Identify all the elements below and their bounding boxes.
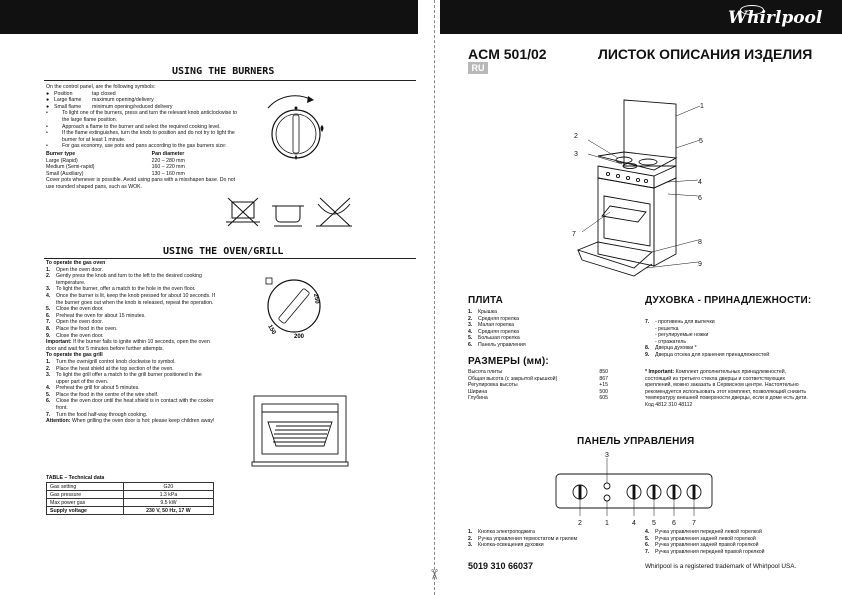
item-text: Большая горелка (478, 335, 520, 342)
item-text: Малая горелка (478, 322, 514, 329)
item-number: 6. (468, 341, 473, 348)
step-text: To light the grill offer a match to the grill burner positioned in the upper part of the oven. (56, 372, 202, 385)
pan-head: Pan diameter (151, 150, 185, 157)
step-text: Turn the oven/grill control knob clockwise to symbol. (56, 358, 176, 365)
step-item (46, 392, 216, 399)
item-text: Ручка управления передней левой горелкой (655, 529, 762, 535)
pan-head: Burner type (46, 150, 76, 157)
dimension-value: 500 (599, 388, 608, 395)
dimension-value: 867 (599, 375, 608, 382)
step-item (46, 319, 216, 326)
dimension-value: 850 (599, 369, 608, 375)
step-item (46, 326, 216, 333)
oven-knob-illustration (258, 270, 330, 342)
hob-item (468, 335, 618, 342)
symbol-desc: tap closed (92, 90, 116, 97)
grill-head: To operate the gas grill (46, 352, 103, 359)
pan-cell: Medium (Semi-rapid) (46, 164, 95, 171)
callout-label: 4 (698, 179, 702, 186)
step-item (46, 273, 216, 286)
pan-cell: Large (Rapid) (46, 157, 78, 164)
item-text: - противень для выпечки (655, 319, 715, 325)
panel-callout: 5 (652, 520, 656, 527)
item-number: 8. (645, 345, 650, 352)
dimension-label: Глубина (468, 395, 488, 402)
tech-cell: Max power gas (47, 499, 124, 507)
bullet-text: Approach a flame to the burner and select the required cooking level. (62, 123, 221, 130)
hob-item (468, 322, 618, 329)
accessory-item (645, 326, 815, 333)
dimension-row (468, 395, 608, 402)
bullet-icon: • (46, 123, 48, 130)
accessory-item (645, 339, 815, 346)
panel-legend-left (468, 529, 638, 549)
item-number: 1. (468, 529, 473, 535)
document-code: 5019 310 66037 (468, 561, 534, 571)
legend-item (468, 536, 638, 543)
step-number: 1. (46, 358, 51, 365)
symbol-row (46, 91, 241, 98)
symbol-row (46, 104, 241, 111)
divider (44, 80, 416, 81)
step-number: 5. (46, 306, 51, 313)
step-item (46, 366, 216, 373)
knob-temp-label: 150 (266, 324, 277, 336)
step-text: Gently press the knob and turn to the left to the desired cooking temperature. (56, 273, 202, 286)
hob-title: ПЛИТА (468, 295, 504, 306)
hob-item (468, 309, 618, 316)
dimension-label: Общая высота (с закрытой крышкой) (468, 375, 558, 382)
item-number: 3. (468, 542, 473, 549)
symbol-desc: maximum opening/delivery (92, 97, 154, 104)
important-ru: * Important: Комплект дополнительных принадлежностей, состоящий из третьего стекла дверцы и соответствующих креплений, можно заказать в Сервисном центре. Настоятельно рекомендуется использовать этот комплект, позволяющий снизить температуру внешней поверхности дверцы, если в доме есть дети. Код 4812 310 48112 (645, 369, 808, 408)
item-number: 7. (645, 548, 650, 555)
pan-cell: 220 – 280 mm (151, 157, 185, 164)
symbol-name: Position (54, 90, 73, 97)
item-number: 6. (645, 542, 650, 549)
step-text: Place the food in the oven. (56, 325, 118, 332)
step-item (46, 333, 216, 340)
step-item (46, 267, 216, 274)
item-number: 4. (645, 529, 650, 535)
tech-table (46, 482, 214, 515)
step-item (46, 313, 216, 320)
top-bar-left (0, 0, 418, 34)
bullet-item (46, 143, 241, 150)
pots-illustration (224, 192, 354, 232)
tech-cell: Gas pressure (47, 491, 124, 499)
step-number: 2. (46, 365, 51, 372)
bullet-item (46, 124, 241, 131)
step-item (46, 306, 216, 313)
tech-cell: G20 (123, 483, 213, 491)
panel-callout: 2 (578, 520, 582, 527)
accessory-item (645, 345, 815, 352)
item-number: 3. (468, 322, 473, 329)
step-item (46, 385, 216, 392)
item-number: 2. (468, 535, 473, 542)
panel-callout: 3 (605, 452, 609, 459)
language-badge: RU (468, 62, 488, 74)
panel-callout: 1 (605, 520, 609, 527)
panel-callout: 4 (632, 520, 636, 527)
dimensions-title: РАЗМЕРЫ (мм): (468, 356, 549, 367)
callout-label: 2 (574, 133, 578, 140)
step-text: Once the burner is lit, keep the knob pressed for about 10 seconds. If the burner goes out when the knob is released, repeat the operation. (56, 292, 215, 306)
callout-label: 5 (699, 138, 703, 145)
item-text: Ручка управления передней правой горелкой (655, 548, 765, 555)
step-number: 2. (46, 273, 51, 280)
step-number: 6. (46, 398, 51, 405)
step-item (46, 286, 216, 293)
hob-list (468, 309, 618, 349)
dimension-label: Регулировка высоты (468, 382, 518, 389)
step-text: Place the food in the centre of the wire shelf. (56, 391, 159, 398)
item-text: Ручка управления задней левой горелкой (655, 535, 756, 542)
callout-label: 9 (698, 261, 702, 268)
step-number: 3. (46, 286, 51, 293)
burners-text (46, 84, 241, 191)
item-text: Ручка управления задней правой горелкой (655, 542, 759, 549)
step-number: 5. (46, 391, 51, 398)
grill-steps (46, 359, 216, 418)
legend-item (645, 542, 817, 549)
attention-note: Attention: When grilling the oven door is hot: please keep children away! (46, 418, 215, 425)
step-item (46, 412, 216, 419)
dimension-row (468, 376, 608, 383)
tech-cell: Gas setting (47, 483, 124, 491)
knob-temp-label: 200 (294, 334, 305, 340)
item-text: Крышка (478, 309, 498, 315)
tech-cell: 230 V, 50 Hz, 17 W (123, 507, 213, 515)
oven-accessories-list (645, 319, 815, 359)
item-text: - решетка (655, 325, 679, 332)
callout-label: 3 (574, 151, 578, 158)
callout-label: 8 (698, 239, 702, 246)
bullet-item (46, 130, 241, 143)
dimension-row (468, 389, 608, 396)
legend-item (468, 542, 638, 549)
item-number: 4. (468, 328, 473, 335)
accessory-item (645, 319, 815, 326)
flame-icon: ● (46, 97, 50, 104)
callout-label: 1 (700, 103, 704, 110)
accessory-item (645, 352, 815, 359)
symbol-name: Large flame (54, 97, 82, 104)
hob-item (468, 329, 618, 336)
step-text: Preheat the grill for about 5 minutes. (56, 385, 140, 392)
legend-item (468, 529, 638, 536)
tech-cell: 1.3 kPa (123, 491, 213, 499)
item-text: Кнопка-освещения духовки (478, 542, 544, 549)
item-number: 1. (468, 309, 473, 315)
control-panel-illustration (552, 450, 720, 528)
flame-icon: ● (46, 90, 50, 97)
pan-table (46, 151, 224, 177)
panel-title: ПАНЕЛЬ УПРАВЛЕНИЯ (577, 436, 695, 447)
important-note: Important: If the burner fails to ignite within 10 seconds, open the oven door and wait for 5 minutes before further attempts. (46, 339, 210, 352)
item-number: 7. (645, 319, 650, 325)
bullet-text: For gas economy, use pots and pans according to the gas burners size: (62, 143, 227, 150)
model-number: ACM 501/02 (468, 46, 547, 62)
oven-text (46, 260, 216, 425)
dimension-label: Высота плиты (468, 369, 503, 375)
panel-callout: 6 (672, 520, 676, 527)
step-text: Turn the food half-way through cooking. (56, 411, 148, 418)
bullet-text: If the flame extinguishes, turn the knob to position and do not try to light the burner for at least 1 minute. (62, 130, 235, 143)
step-item (46, 293, 216, 306)
item-number: 9. (645, 351, 650, 358)
symbol-name: Small flame (54, 103, 82, 110)
step-text: Place the heat shield at the top section of the oven. (56, 365, 174, 372)
step-number: 4. (46, 292, 51, 299)
item-text: Средняя горелка (478, 328, 519, 335)
callout-label: 7 (572, 231, 576, 238)
intro-text: On the control panel, are the following symbols: (46, 84, 156, 90)
step-number: 7. (46, 411, 51, 418)
bullet-icon: • (46, 130, 48, 137)
pan-cell: 130 – 160 mm (151, 170, 185, 177)
bullet-icon: • (46, 143, 48, 150)
dimension-value: +15 (599, 382, 608, 389)
gas-oven-head: To operate the gas oven (46, 260, 106, 266)
oven-grill-illustration (248, 392, 352, 470)
hob-item (468, 342, 618, 349)
panel-callout: 7 (692, 520, 696, 527)
item-text: Дверца отсека для хранения принадлежностей (655, 351, 770, 358)
item-number: 5. (645, 535, 650, 542)
step-text: To light the burner, offer a match to the hole in the oven floor. (56, 286, 196, 293)
bullet-text: To light one of the burners, press and turn the relevant knob anticlockwise to the large flame position. (62, 110, 238, 123)
step-text: Close the oven door until the heat shield is in contact with the cooker front. (56, 398, 214, 412)
cut-line (434, 0, 435, 595)
step-number: 1. (46, 266, 51, 273)
step-item (46, 359, 216, 366)
item-number: 5. (468, 335, 473, 342)
item-number: 2. (468, 315, 473, 322)
bullet-icon: • (46, 110, 48, 117)
symbol-list (46, 91, 241, 111)
step-text: Open the oven door. (56, 319, 104, 326)
burners-title: USING THE BURNERS (172, 66, 275, 77)
bullet-item (46, 110, 241, 123)
item-text: - регулируемые ножки (655, 332, 709, 339)
legend-item (645, 549, 817, 556)
scissors-icon: ✂ (426, 568, 443, 581)
dimension-label: Ширина (468, 388, 488, 395)
symbol-desc: minimum opening/reduced delivery (92, 103, 173, 110)
step-number: 8. (46, 325, 51, 332)
pan-cell: 160 – 220 mm (151, 164, 185, 171)
step-number: 6. (46, 312, 51, 319)
panel-legend-right (645, 529, 817, 555)
dimension-row (468, 382, 608, 389)
step-number: 4. (46, 385, 51, 392)
hob-item (468, 316, 618, 323)
cooker-illustration (568, 96, 716, 292)
tech-cell: 9.5 kW (123, 499, 213, 507)
oven-title: USING THE OVEN/GRILL (163, 246, 284, 257)
dimension-row (468, 369, 608, 376)
brand-logo: Whirlpool (728, 5, 818, 31)
item-text: Средняя горелка (478, 315, 519, 322)
step-text: Close the oven door. (56, 306, 104, 313)
step-number: 3. (46, 372, 51, 379)
pan-cell: Small (Auxiliary) (46, 170, 84, 177)
symbol-row (46, 97, 241, 104)
step-number: 7. (46, 319, 51, 326)
trademark-note: Whirlpool is a registered trademark of Whirlpool USA. (645, 563, 797, 570)
step-text: Open the oven door. (56, 266, 104, 273)
cover-note: Cover pots whenever is possible. Avoid using pans with a misshapen base. Do not use rounded shaped pans, such as WOK. (46, 177, 236, 190)
item-text: Панель управления (478, 341, 526, 348)
legend-item (645, 529, 817, 536)
knob-temp-label: 250 (312, 293, 320, 305)
burner-knob-illustration (256, 94, 332, 168)
step-item (46, 398, 216, 411)
step-number: 9. (46, 332, 51, 339)
callout-label: 6 (698, 195, 702, 202)
oven-accessories-title: ДУХОВКА - ПРИНАДЛЕЖНОСТИ: (645, 295, 812, 306)
flame-icon: ● (46, 103, 50, 110)
dimension-value: 605 (599, 395, 608, 402)
divider (44, 258, 416, 259)
item-text: Ручка управления термостатом и грилем (478, 535, 578, 542)
item-text: Кнопка электроподжига (478, 529, 535, 535)
step-text: Preheat the oven for about 15 minutes. (56, 312, 146, 319)
step-text: Close the oven door. (56, 332, 104, 339)
item-text: - отражатель (655, 338, 687, 345)
gas-oven-steps (46, 267, 216, 340)
bullet-list (46, 110, 241, 150)
tech-cell: Supply voltage (47, 507, 124, 515)
step-item (46, 372, 216, 385)
document-title: ЛИСТОК ОПИСАНИЯ ИЗДЕЛИЯ (598, 46, 813, 62)
accessory-item (645, 332, 815, 339)
item-text: Дверца духовки * (655, 345, 697, 352)
tech-title: TABLE – Technical data (46, 475, 105, 481)
dimensions-list (468, 369, 608, 402)
